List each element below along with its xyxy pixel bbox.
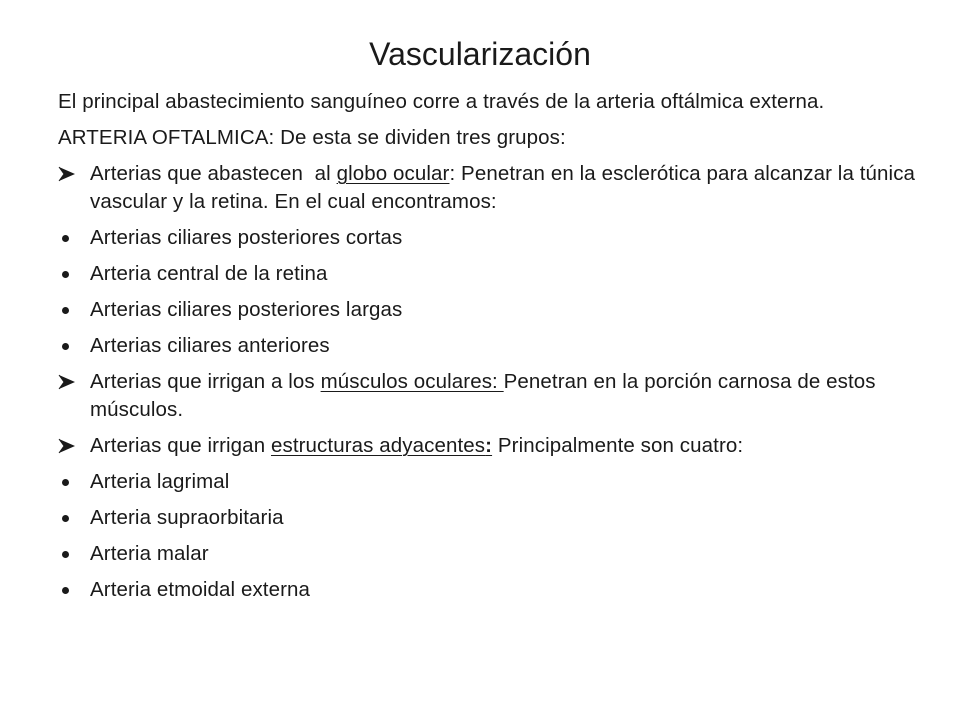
group3-suffix: Principalmente son cuatro: (492, 434, 744, 457)
arrow-bullet-icon-svg (58, 166, 76, 182)
arrow-bullet-icon-svg (58, 438, 76, 454)
list-item (58, 540, 918, 568)
bullet-dot-icon (62, 479, 69, 486)
intro-paragraph (58, 88, 918, 116)
group3-prefix: Arterias que irrigan (90, 434, 271, 457)
list-item (58, 332, 918, 360)
intro-text: El principal abastecimiento sanguíneo corre a través de la arteria oftálmica externa. (58, 90, 825, 113)
list-item (58, 468, 918, 496)
arrow-bullet-icon-svg (58, 374, 76, 390)
list-item (58, 260, 918, 288)
bullet-dot-icon (62, 235, 69, 242)
list-item-text: Arteria malar (90, 542, 209, 565)
list-item (58, 504, 918, 532)
group1-prefix: Arterias que abastecen al (90, 162, 337, 185)
bullet-dot-icon (62, 343, 69, 350)
group-musculos-oculares (58, 368, 918, 424)
group-estructuras-adyacentes (58, 432, 918, 460)
list-item (58, 296, 918, 324)
group2-underlined: músculos oculares: (320, 370, 504, 393)
bullet-dot-icon (62, 587, 69, 594)
list-item-text: Arterias ciliares posteriores cortas (90, 226, 403, 249)
list-item-text: Arterias ciliares posteriores largas (90, 298, 403, 321)
list-item-text: Arteria etmoidal externa (90, 578, 311, 601)
group2-suffix: Penetran en la porción carnosa de estos músculos. (90, 370, 876, 421)
bullet-dot-icon (62, 551, 69, 558)
slide-title: Vascularización (369, 36, 591, 72)
bullet-dot-icon (62, 515, 69, 522)
bullet-dot-icon (62, 307, 69, 314)
group1-underlined: globo ocular (336, 162, 450, 185)
group2-prefix: Arterias que irrigan a los (90, 370, 321, 393)
list-item (58, 224, 918, 252)
list-item-text: Arteria central de la retina (90, 262, 328, 285)
bullet-dot-icon (62, 271, 69, 278)
list-item (58, 576, 918, 604)
group1-suffix: : Penetran en la esclerótica para alcanzar la túnica vascular y la retina. En el cual encontramos: (90, 162, 916, 213)
groups-heading-text: ARTERIA OFTALMICA: De esta se dividen tres grupos: (58, 126, 566, 149)
group-globo-ocular (58, 160, 918, 216)
group3-underlined: estructuras adyacentes (270, 434, 486, 457)
groups-heading (58, 124, 918, 152)
slide-body (58, 88, 918, 604)
list-item-text: Arteria lagrimal (90, 470, 230, 493)
list-item-text: Arteria supraorbitaria (90, 506, 284, 529)
group3-colon: : (485, 434, 493, 457)
list-item-text: Arterias ciliares anteriores (90, 334, 330, 357)
